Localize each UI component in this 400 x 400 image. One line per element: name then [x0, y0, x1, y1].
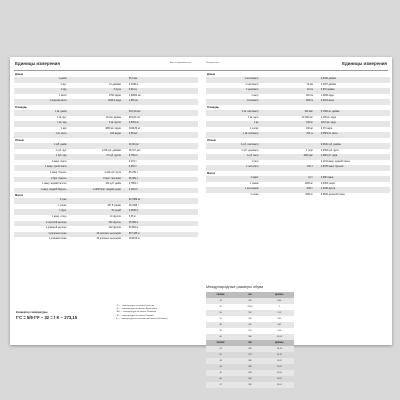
table-cell: 1 кв. метр — [206, 116, 260, 122]
table-cell: 1 дюйм — [14, 77, 68, 83]
table-cell: 10 мм — [260, 83, 314, 89]
table-cell: 1,244 куб. фута — [68, 171, 122, 177]
table-cell: 11,54 — [265, 370, 294, 376]
table-cell: 1016,05 кг — [123, 237, 198, 243]
table-cell: 1728 куб. дюймов — [68, 149, 122, 155]
table-cell: 1 кв. сантиметр — [206, 110, 260, 116]
table-cell: 232 — [235, 310, 264, 316]
right-system-label: Метрическая — [206, 62, 220, 64]
table-cell: 1 кв. километр — [206, 132, 260, 138]
table-cell: 1760 ярдов — [68, 94, 122, 100]
table-cell: 2025,4 ярда — [68, 99, 122, 105]
table-cell: 1 унция — [14, 204, 68, 210]
temperature-note: °C — температура по шкале Цельсия — [116, 305, 155, 307]
table-cell: 1 кв. фут — [14, 116, 68, 122]
table-cell: 27 куб. футов — [68, 154, 122, 160]
table-cell: 1 грамм — [206, 182, 260, 188]
table-cell: 16,39 см³ — [123, 143, 198, 149]
shoe-size-header: ДЮЙМЫ — [265, 340, 294, 346]
table-cell: 245 — [235, 322, 264, 328]
table-row — [206, 193, 390, 199]
table-cell: 6,35 кг — [123, 215, 198, 221]
shoe-size-header: ДЮЙМЫ — [265, 292, 294, 298]
table-cell: 100 га — [260, 132, 314, 138]
table-cell: 8,66 — [265, 298, 294, 304]
temperature-formula: t°C = 5/9·t°F − 32 = t K − 273,15 — [16, 315, 78, 320]
table-cell: 44 — [219, 366, 222, 368]
table-cell: 38 — [206, 322, 235, 328]
header-divider — [14, 70, 388, 71]
imperial-section-title: Масса — [15, 194, 23, 198]
temperature-note: °R — температура по шкале Ранкина — [116, 314, 154, 317]
table-cell: 0,3861 кв. мили — [315, 132, 390, 138]
table-cell: 10,24 — [265, 334, 294, 340]
table-cell: 273 — [248, 354, 252, 356]
table-cell: 437,5 гранов — [68, 204, 122, 210]
table-cell: 1,4286 брит. жидкий унции — [68, 188, 122, 194]
table-cell: 1 километр — [206, 99, 260, 105]
table-cell: 1 кв. миля — [14, 132, 68, 138]
table-cell: 20 длинных центнеров — [68, 237, 122, 243]
table-cell: 0,6214 мили — [315, 99, 390, 105]
table-cell: 28,317 дм³ — [123, 149, 198, 155]
imperial-units-table — [14, 143, 198, 193]
shoe-size-header: ММ — [235, 292, 264, 298]
table-cell: 100 фунтов — [68, 221, 122, 227]
table-cell: 0,0610 куб. дюйма — [315, 143, 390, 149]
table-cell: 260 — [235, 334, 264, 340]
shoe-sizes-tables — [206, 292, 390, 388]
temperature-converter — [16, 305, 196, 320]
table-cell: 640 акров — [68, 132, 122, 138]
table-cell: 285 — [248, 366, 252, 368]
table-cell: 119,6 кв. ярда — [315, 121, 390, 127]
table-cell: 1 ар — [206, 121, 260, 127]
table-cell: 300 — [248, 378, 252, 380]
table-cell: 1 амер. сухой пинта — [14, 165, 68, 171]
table-cell: 1 длинная тонна — [14, 237, 68, 243]
table-cell: 14 фунтов — [68, 215, 122, 221]
table-cell: 1 короткий центнер — [14, 221, 68, 227]
table-cell: 1 кв. ярд — [14, 121, 68, 127]
table-cell: 1 литр — [206, 160, 260, 166]
table-cell: 1000 кг — [260, 193, 314, 199]
table-cell: 34 — [206, 298, 235, 304]
table-cell: 9 — [278, 306, 280, 308]
table-cell: 4046,86 м² — [123, 127, 198, 133]
table-cell: 1 куб. дюйм — [14, 143, 68, 149]
table-cell: 1 тонна — [206, 193, 260, 199]
metric-section-title: Площадь — [207, 105, 219, 109]
table-cell: 2,59 км² — [123, 132, 198, 138]
table-cell: 0,159 м³ — [123, 188, 198, 194]
table-cell: 10 см — [260, 88, 314, 94]
table-cell: 36,369 л — [123, 177, 198, 183]
table-cell: 0,0353 унции — [315, 182, 390, 188]
imperial-section-title: Площадь — [15, 105, 27, 109]
table-cell: 9,45 — [277, 318, 282, 320]
table-cell: 0,1550 кв. дюйма — [315, 110, 390, 116]
table-cell: 11,02 — [265, 358, 294, 364]
table-cell: 1 фунт — [14, 209, 68, 215]
table-row — [14, 237, 198, 243]
table-cell: 100 ар — [260, 127, 314, 133]
table-cell: 253 — [248, 330, 252, 332]
table-cell: 1 амер. пинта — [14, 160, 68, 166]
table-cell: 43 — [206, 358, 235, 364]
table-cell: 3,086 грана — [315, 176, 390, 182]
table-cell: 1 литр — [260, 149, 314, 155]
table-cell: 1000 г — [260, 187, 314, 193]
metric-units-table — [206, 110, 390, 138]
table-cell: 929,03 см² — [123, 116, 198, 122]
table-cell: 0,3048 м — [123, 83, 198, 89]
table-cell: 1 сантиметр — [206, 83, 260, 89]
table-cell: 10,43 — [265, 346, 294, 352]
table-cell: 240 — [248, 318, 252, 320]
table-cell: 10,75 — [276, 354, 282, 356]
metric-units-table — [206, 176, 390, 198]
table-cell: 100 л — [260, 165, 314, 171]
table-cell: 112 фунтов — [68, 226, 122, 232]
shoe-size-header: РАЗМЕР — [206, 340, 235, 346]
imperial-units-table — [14, 110, 198, 138]
table-cell: 28,3495 г — [123, 204, 198, 210]
temperature-note: °Ré — температура по шкале Реомюра — [116, 311, 157, 314]
right-header-title: Единицы измерения — [342, 61, 387, 66]
table-cell: 1 гектолитр — [206, 165, 260, 171]
metric-section-title: Длина — [207, 73, 216, 76]
imperial-section-title: Объем — [15, 138, 24, 142]
table-cell: 228,5 — [247, 306, 253, 308]
table-cell: 1 метр — [206, 94, 260, 100]
table-cell: 1000 мг — [260, 182, 314, 188]
table-cell: 0,9842 длинной тонны — [315, 193, 390, 199]
table-cell: 9,96 — [277, 330, 282, 332]
table-cell: 1,60934 км — [123, 94, 198, 100]
imperial-units-column — [14, 72, 198, 243]
table-cell: 42 — [219, 354, 222, 356]
table-cell: 11,81 — [276, 378, 282, 380]
imperial-units-table — [14, 198, 198, 243]
table-cell: 0,473 л — [123, 160, 198, 166]
table-cell: 1 куб. сантиметр — [206, 143, 260, 149]
table-cell: 12,01 — [265, 382, 294, 388]
table-cell: 1 брит. бушель — [14, 177, 68, 183]
table-cell: 100 м² — [260, 121, 314, 127]
table-cell: 1,308 куб. ярда — [315, 154, 390, 160]
metric-units-column — [206, 72, 390, 198]
table-cell: 20 коротких центнеров — [68, 232, 122, 238]
table-cell: 1,0936 ярда — [315, 94, 390, 100]
table-cell: 1,852 км — [123, 99, 198, 105]
table-cell: 37 — [219, 318, 222, 320]
metric-section-title: Объем — [207, 138, 216, 142]
table-cell: 9,13 — [265, 310, 294, 316]
table-cell: 4840 кв. ярдов — [68, 127, 122, 133]
temperature-note: °F — температура по шкале Фаренгейта — [116, 308, 158, 311]
table-cell: 36 — [206, 310, 235, 316]
table-cell: 40 — [206, 334, 235, 340]
table-cell: 1 куб. метр — [206, 154, 260, 160]
table-cell: 3,937 дюйма — [315, 88, 390, 94]
table-cell: 645,16 мм² — [123, 110, 198, 116]
table-cell: 1 куб. ярд — [14, 154, 68, 160]
table-cell: 46 — [219, 378, 222, 380]
table-cell: 1,196 кв. ярда — [315, 116, 390, 122]
shoe-size-header: РАЗМЕР — [206, 292, 235, 298]
imperial-section-title: Длина — [15, 73, 24, 76]
shoe-size-table — [206, 292, 294, 340]
table-cell: 11,22 — [276, 366, 282, 368]
left-system-label: Англо-американская — [170, 62, 191, 64]
table-cell: 64,7989 мг — [123, 198, 198, 204]
temperature-notes — [116, 305, 167, 321]
table-cell: 25,4 мм — [123, 77, 198, 83]
table-cell: 1 ярд — [14, 88, 68, 94]
table-cell: 2,471 акра — [315, 127, 390, 133]
table-cell: 50,802 кг — [123, 226, 198, 232]
table-cell: 8 брит. галлонов — [68, 177, 122, 183]
table-cell: 1 амер. стоун — [14, 215, 68, 221]
table-cell: 1 амер. бушель — [14, 171, 68, 177]
table-cell: 1 килограмм — [206, 187, 260, 193]
table-cell: 1 длинный центнер — [14, 226, 68, 232]
table-cell: 907,185 кг — [123, 232, 198, 238]
table-cell: 100 мм² — [260, 110, 314, 116]
table-cell: 0,4536 кг — [123, 209, 198, 215]
table-cell: 3 фута — [68, 88, 122, 94]
table-cell: 1 акр — [14, 127, 68, 133]
shoe-size-table — [206, 340, 294, 388]
table-cell: 0,914 м — [123, 88, 198, 94]
table-cell: 1 миля — [14, 94, 68, 100]
table-cell: 1 амер. жидкий баррель — [14, 188, 68, 194]
temperature-title: Конвертер температуры — [16, 311, 48, 314]
temperature-note: K — температура по абсолютной шкале (Кельвин) — [116, 317, 168, 320]
table-cell: 41 — [206, 346, 235, 352]
table-cell: 1000 дм³ — [260, 154, 314, 160]
table-cell: 47 — [206, 382, 235, 388]
table-cell: 1000 м — [260, 99, 314, 105]
table-cell: 0,8361 м² — [123, 121, 198, 127]
shoe-size-header: ММ — [235, 340, 264, 346]
table-cell: 1 куб. фут — [14, 149, 68, 155]
table-cell: 1 дециметр — [206, 88, 260, 94]
table-cell: 9 кв. футов — [68, 121, 122, 127]
metric-units-table — [206, 77, 390, 105]
table-cell: 0,3937 дюйма — [315, 83, 390, 89]
imperial-units-table — [14, 77, 198, 105]
table-cell: 0,2 г — [260, 176, 314, 182]
table-cell: 100 см — [260, 94, 314, 100]
table-cell: 305 — [235, 382, 264, 388]
table-row — [206, 382, 294, 388]
table-cell: 45,359 кг — [123, 221, 198, 227]
table-cell: 39 — [219, 330, 222, 332]
table-cell: 293 — [235, 370, 264, 376]
table-cell: 265 — [235, 346, 264, 352]
table-cell: 0,551 л — [123, 165, 198, 171]
table-cell: 2,1134 амер. жидкой пинты — [315, 160, 390, 166]
table-cell: 231 куб. дюйм — [68, 182, 122, 188]
metric-units-table — [206, 143, 390, 171]
table-cell: 45 — [206, 370, 235, 376]
left-header-title: Единицы измерения — [15, 61, 60, 66]
shoe-sizes-title: Международные размеры обуви — [206, 285, 264, 289]
table-cell: 0,0394 дюйма — [315, 77, 390, 83]
table-cell: 220 — [235, 298, 264, 304]
metric-section-title: Масса — [207, 171, 215, 175]
table-cell: 280 — [235, 358, 264, 364]
table-cell: 1 куб. дециметр — [206, 149, 260, 155]
table-cell: 144 кв. дюйма — [68, 116, 122, 122]
table-cell: 2,2046 фунта — [315, 187, 390, 193]
table-cell: 1 морская миля — [14, 99, 68, 105]
units-reference-sheet — [10, 57, 392, 386]
table-cell: 12 дюймов — [68, 83, 122, 89]
table-cell: 16 унций — [68, 209, 122, 215]
table-cell: 1 миллиметр — [206, 77, 260, 83]
table-cell: 1 гран — [14, 198, 68, 204]
table-cell: 0,765 м³ — [123, 154, 198, 160]
table-cell: 3,7854 л — [123, 182, 198, 188]
table-cell: 1 кв. дюйм — [14, 110, 68, 116]
table-cell: 0,0353 куб. фута — [315, 149, 390, 155]
table-cell: 2,8378 амер. бушеля — [315, 165, 390, 171]
table-cell: 1 карат — [206, 176, 260, 182]
table-cell: 1 фут — [14, 83, 68, 89]
table-cell: 10 000 см² — [260, 116, 314, 122]
table-cell: 1 короткая тонна — [14, 232, 68, 238]
table-cell: 35 — [219, 306, 222, 308]
table-cell: 9,65 — [265, 322, 294, 328]
table-cell: 1 гектар — [206, 127, 260, 133]
table-cell: 35,239 л — [123, 171, 198, 177]
table-cell: 1 амер. жидкий галлон — [14, 182, 68, 188]
